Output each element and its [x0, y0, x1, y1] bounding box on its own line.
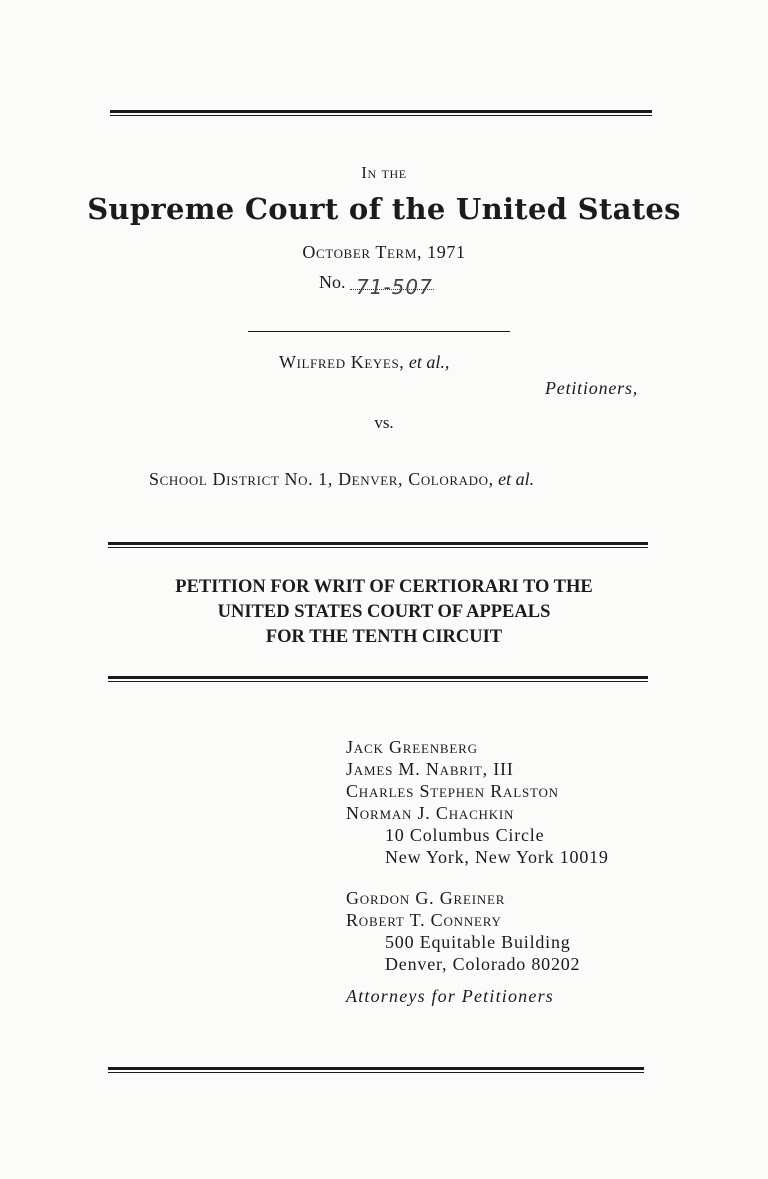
petition-title-line2: UNITED STATES COURT OF APPEALS: [217, 602, 551, 622]
attorneys-role: Attorneys for Petitioners: [346, 986, 554, 1006]
attorney-name: Gordon G. Greiner: [346, 888, 506, 908]
attorney-address: Denver, Colorado 80202: [385, 954, 581, 974]
attorney-name: Norman J. Chachkin: [346, 803, 515, 823]
court-name: Supreme Court of the United States: [87, 192, 681, 226]
attorney-address: 10 Columbus Circle: [385, 825, 545, 845]
top-double-rule: [110, 110, 652, 116]
respondent-line: [149, 469, 534, 490]
attorney-address: 500 Equitable Building: [385, 932, 571, 952]
versus-label: vs.: [374, 413, 394, 432]
docket-number-handwritten: 71-507: [356, 275, 433, 299]
attorney-name: Jack Greenberg: [346, 737, 478, 757]
petitioner-line: [279, 352, 449, 373]
petitioner-suffix: et al.,: [408, 352, 450, 372]
attorney-name: Charles Stephen Ralston: [346, 781, 559, 801]
bottom-double-rule: [108, 1067, 644, 1073]
petition-title-line1: PETITION FOR WRIT OF CERTIORARI TO THE: [175, 577, 593, 597]
petition-title-line3: FOR THE TENTH CIRCUIT: [265, 627, 503, 647]
term-label: October Term, 1971: [302, 242, 466, 262]
docket-number-line: [350, 275, 434, 299]
petitioner-name: Wilfred Keyes,: [279, 352, 405, 372]
respondent-suffix: et al.: [498, 469, 535, 489]
upper-double-rule: [108, 542, 648, 548]
attorney-address: New York, New York 10019: [385, 847, 609, 867]
in-the-label: In the: [361, 163, 407, 182]
attorney-name: James M. Nabrit, III: [346, 759, 514, 779]
lower-double-rule: [108, 676, 648, 682]
docket-number: [319, 272, 434, 299]
attorney-name: Robert T. Connery: [346, 910, 502, 930]
heading-divider: [248, 331, 510, 332]
petitioner-role: Petitioners,: [545, 378, 639, 398]
docket-number-label: No.: [319, 272, 346, 292]
respondent-name: School District No. 1, Denver, Colorado,: [149, 469, 494, 489]
